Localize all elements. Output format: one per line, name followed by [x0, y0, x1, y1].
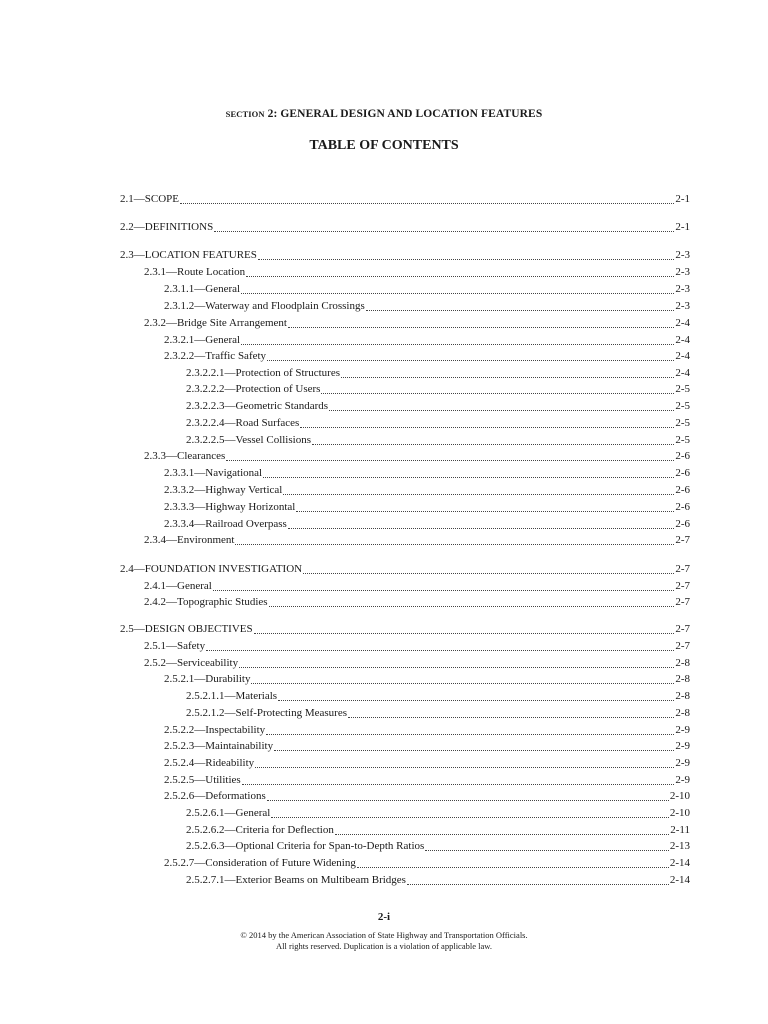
toc-entry-page: 2-5 — [675, 400, 690, 412]
toc-entry-page: 2-5 — [675, 383, 690, 395]
toc-entry — [186, 805, 690, 820]
dot-leader — [255, 767, 674, 768]
toc-entry — [186, 822, 690, 837]
toc-entry — [144, 448, 690, 463]
toc-entry-label: 2.4.2—Topographic Studies — [144, 596, 268, 608]
toc-entry — [164, 755, 690, 770]
toc-entry — [164, 332, 690, 347]
toc-entry — [120, 219, 690, 234]
toc-entry — [120, 561, 690, 576]
dot-leader — [312, 444, 674, 445]
toc-entry-page: 2-3 — [675, 266, 690, 278]
toc-entry-label: 2.5.2.7.1—Exterior Beams on Multibeam Bridges — [186, 874, 406, 886]
dot-leader — [241, 344, 674, 345]
dot-leader — [269, 606, 675, 607]
toc-entry-label: 2.5.2.4—Rideability — [164, 757, 255, 769]
toc-entry-label: 2.5.2.6.1—General — [186, 807, 271, 819]
toc-entry-label: 2.3.3.4—Railroad Overpass — [164, 518, 287, 530]
toc-entry-page: 2-14 — [669, 874, 690, 886]
toc-entry — [164, 788, 690, 803]
toc-entry — [144, 532, 690, 547]
toc-entry-page: 2-6 — [675, 467, 690, 479]
toc-entry-page: 2-7 — [675, 563, 690, 575]
toc-entry-page: 2-9 — [675, 774, 690, 786]
toc-entry — [164, 298, 690, 313]
toc-entry-page: 2-9 — [675, 724, 690, 736]
toc-entry-label: 2.3.2.2.2—Protection of Users — [186, 383, 321, 395]
dot-leader — [242, 784, 675, 785]
toc-entry-label: 2.3.2.1—General — [164, 334, 241, 346]
dot-leader — [241, 293, 674, 294]
toc-entry — [120, 621, 690, 636]
toc-entry-page: 2-10 — [669, 807, 690, 819]
toc-entry-label: 2.3.2—Bridge Site Arrangement — [144, 317, 287, 329]
toc-entry-page: 2-3 — [675, 300, 690, 312]
dot-leader — [254, 633, 675, 634]
toc-entry — [164, 482, 690, 497]
toc-entry-page: 2-7 — [675, 534, 690, 546]
toc-entry-page: 2-7 — [675, 596, 690, 608]
toc-title: TABLE OF CONTENTS — [309, 138, 459, 153]
toc-entry-label: 2.5.2.1.1—Materials — [186, 690, 278, 702]
dot-leader — [357, 867, 669, 868]
toc-entry — [164, 516, 690, 531]
toc-entry — [186, 365, 690, 380]
toc-entry — [186, 872, 690, 887]
dot-leader — [425, 850, 669, 851]
toc-entry-label: 2.5.2.5—Utilities — [164, 774, 241, 786]
toc-entry-label: 2.3.3.3—Highway Horizontal — [164, 501, 296, 513]
section-prefix: SECTION — [225, 109, 265, 119]
toc-entry — [186, 415, 690, 430]
toc-entry — [120, 191, 690, 206]
toc-entry — [120, 247, 690, 262]
toc-entry-page: 2-7 — [675, 580, 690, 592]
dot-leader — [267, 800, 669, 801]
toc-entry-page: 2-6 — [675, 518, 690, 530]
dot-leader — [246, 276, 674, 277]
dot-leader — [296, 511, 674, 512]
dot-leader — [267, 360, 674, 361]
toc-entry-label: 2.3.2.2.3—Geometric Standards — [186, 400, 329, 412]
dot-leader — [278, 700, 674, 701]
toc-entry-page: 2-1 — [675, 193, 690, 205]
dot-leader — [283, 494, 674, 495]
toc-entry-label: 2.3.3—Clearances — [144, 450, 226, 462]
dot-leader — [239, 667, 674, 668]
toc-entry-label: 2.5.2—Serviceability — [144, 657, 239, 669]
dot-leader — [258, 259, 674, 260]
dot-leader — [266, 734, 674, 735]
toc-entry-label: 2.2—DEFINITIONS — [120, 221, 214, 233]
toc-entry-label: 2.5.2.1—Durability — [164, 673, 251, 685]
toc-entry-page: 2-8 — [675, 690, 690, 702]
copyright-line-2: All rights reserved. Duplication is a violation of applicable law. — [276, 941, 492, 951]
toc-entry-label: 2.3.4—Environment — [144, 534, 235, 546]
toc-entry-label: 2.3.1—Route Location — [144, 266, 246, 278]
toc-entry-page: 2-13 — [669, 840, 690, 852]
toc-entry-page: 2-6 — [675, 450, 690, 462]
dot-leader — [274, 750, 674, 751]
toc-entry — [144, 638, 690, 653]
toc-entry — [144, 315, 690, 330]
toc-entry-page: 2-8 — [675, 673, 690, 685]
toc-entry-label: 2.5.2.7—Consideration of Future Widening — [164, 857, 356, 869]
toc-entry — [186, 688, 690, 703]
dot-leader — [288, 327, 674, 328]
toc-entry-label: 2.3.1.2—Waterway and Floodplain Crossings — [164, 300, 365, 312]
toc-entry — [164, 499, 690, 514]
toc-entry-label: 2.5.2.2—Inspectability — [164, 724, 266, 736]
dot-leader — [271, 817, 669, 818]
toc-entry-page: 2-4 — [675, 350, 690, 362]
toc-entry — [164, 671, 690, 686]
toc-entry-page: 2-6 — [675, 484, 690, 496]
dot-leader — [321, 393, 674, 394]
toc-entry — [164, 738, 690, 753]
toc-entry-label: 2.5.2.6.2—Criteria for Deflection — [186, 824, 334, 836]
toc-entry-page: 2-7 — [675, 623, 690, 635]
toc-entry-page: 2-1 — [675, 221, 690, 233]
toc-entry-label: 2.3.3.1—Navigational — [164, 467, 263, 479]
dot-leader — [206, 650, 674, 651]
toc-entry — [144, 264, 690, 279]
dot-leader — [300, 427, 674, 428]
toc-entry-page: 2-10 — [669, 790, 690, 802]
toc-entry-label: 2.5.2.3—Maintainability — [164, 740, 274, 752]
dot-leader — [235, 544, 674, 545]
toc-entry — [144, 578, 690, 593]
toc-entry-label: 2.5.2.1.2—Self-Protecting Measures — [186, 707, 347, 719]
toc-entry-label: 2.5.2.6.3—Optional Criteria for Span-to-Depth Ratios — [186, 840, 425, 852]
toc-entry — [186, 381, 690, 396]
toc-entry — [186, 705, 690, 720]
toc-entry-page: 2-3 — [675, 249, 690, 261]
section-title-text: 2: GENERAL DESIGN AND LOCATION FEATURES — [264, 108, 543, 120]
toc-entry — [164, 465, 690, 480]
dot-leader — [226, 460, 674, 461]
toc-entry-label: 2.3.2.2.4—Road Surfaces — [186, 417, 300, 429]
dot-leader — [366, 310, 675, 311]
toc-entry-page: 2-7 — [675, 640, 690, 652]
toc-entry — [144, 594, 690, 609]
toc-entry-page: 2-3 — [675, 283, 690, 295]
toc-entry-label: 2.4—FOUNDATION INVESTIGATION — [120, 563, 303, 575]
toc-entry — [144, 655, 690, 670]
toc-entry-label: 2.4.1—General — [144, 580, 212, 592]
toc-entry — [164, 855, 690, 870]
toc-entry-label: 2.3.2.2.5—Vessel Collisions — [186, 434, 311, 446]
toc-entry-label: 2.5.2.6—Deformations — [164, 790, 266, 802]
toc-entry-label: 2.1—SCOPE — [120, 193, 179, 205]
toc-entry — [186, 838, 690, 853]
toc-entry-page: 2-4 — [675, 334, 690, 346]
toc-entry-label: 2.5.1—Safety — [144, 640, 206, 652]
toc-entry-page: 2-11 — [670, 824, 690, 836]
toc-entry-page: 2-5 — [675, 434, 690, 446]
dot-leader — [341, 377, 674, 378]
toc-entry-page: 2-8 — [675, 657, 690, 669]
toc-entry-page: 2-14 — [669, 857, 690, 869]
toc-entry-page: 2-4 — [675, 317, 690, 329]
dot-leader — [213, 590, 675, 591]
dot-leader — [263, 477, 674, 478]
toc-entry-label: 2.3.1.1—General — [164, 283, 241, 295]
toc-entry — [186, 432, 690, 447]
page-number: 2-i — [377, 911, 391, 923]
dot-leader — [214, 231, 674, 232]
toc-entry-page: 2-6 — [675, 501, 690, 513]
dot-leader — [348, 717, 674, 718]
toc-entry-page: 2-4 — [675, 367, 690, 379]
dot-leader — [303, 573, 674, 574]
dot-leader — [180, 203, 674, 204]
toc-entry — [164, 722, 690, 737]
dot-leader — [329, 410, 674, 411]
toc-entry-page: 2-5 — [675, 417, 690, 429]
toc-entry-label: 2.3—LOCATION FEATURES — [120, 249, 257, 261]
copyright-line-1: © 2014 by the American Association of State Highway and Transportation Officials. — [240, 930, 528, 940]
dot-leader — [288, 528, 675, 529]
toc-entry-label: 2.3.2.2—Traffic Safety — [164, 350, 267, 362]
toc-entry-label: 2.5—DESIGN OBJECTIVES — [120, 623, 253, 635]
toc-entry — [164, 772, 690, 787]
toc-entry — [164, 348, 690, 363]
dot-leader — [407, 884, 669, 885]
toc-entry-page: 2-8 — [675, 707, 690, 719]
toc-entry-page: 2-9 — [675, 740, 690, 752]
dot-leader — [335, 834, 669, 835]
dot-leader — [251, 683, 674, 684]
toc-entry — [186, 398, 690, 413]
toc-entry-label: 2.3.3.2—Highway Vertical — [164, 484, 283, 496]
toc-entry — [164, 281, 690, 296]
toc-entry-label: 2.3.2.2.1—Protection of Structures — [186, 367, 340, 379]
toc-entry-page: 2-9 — [675, 757, 690, 769]
